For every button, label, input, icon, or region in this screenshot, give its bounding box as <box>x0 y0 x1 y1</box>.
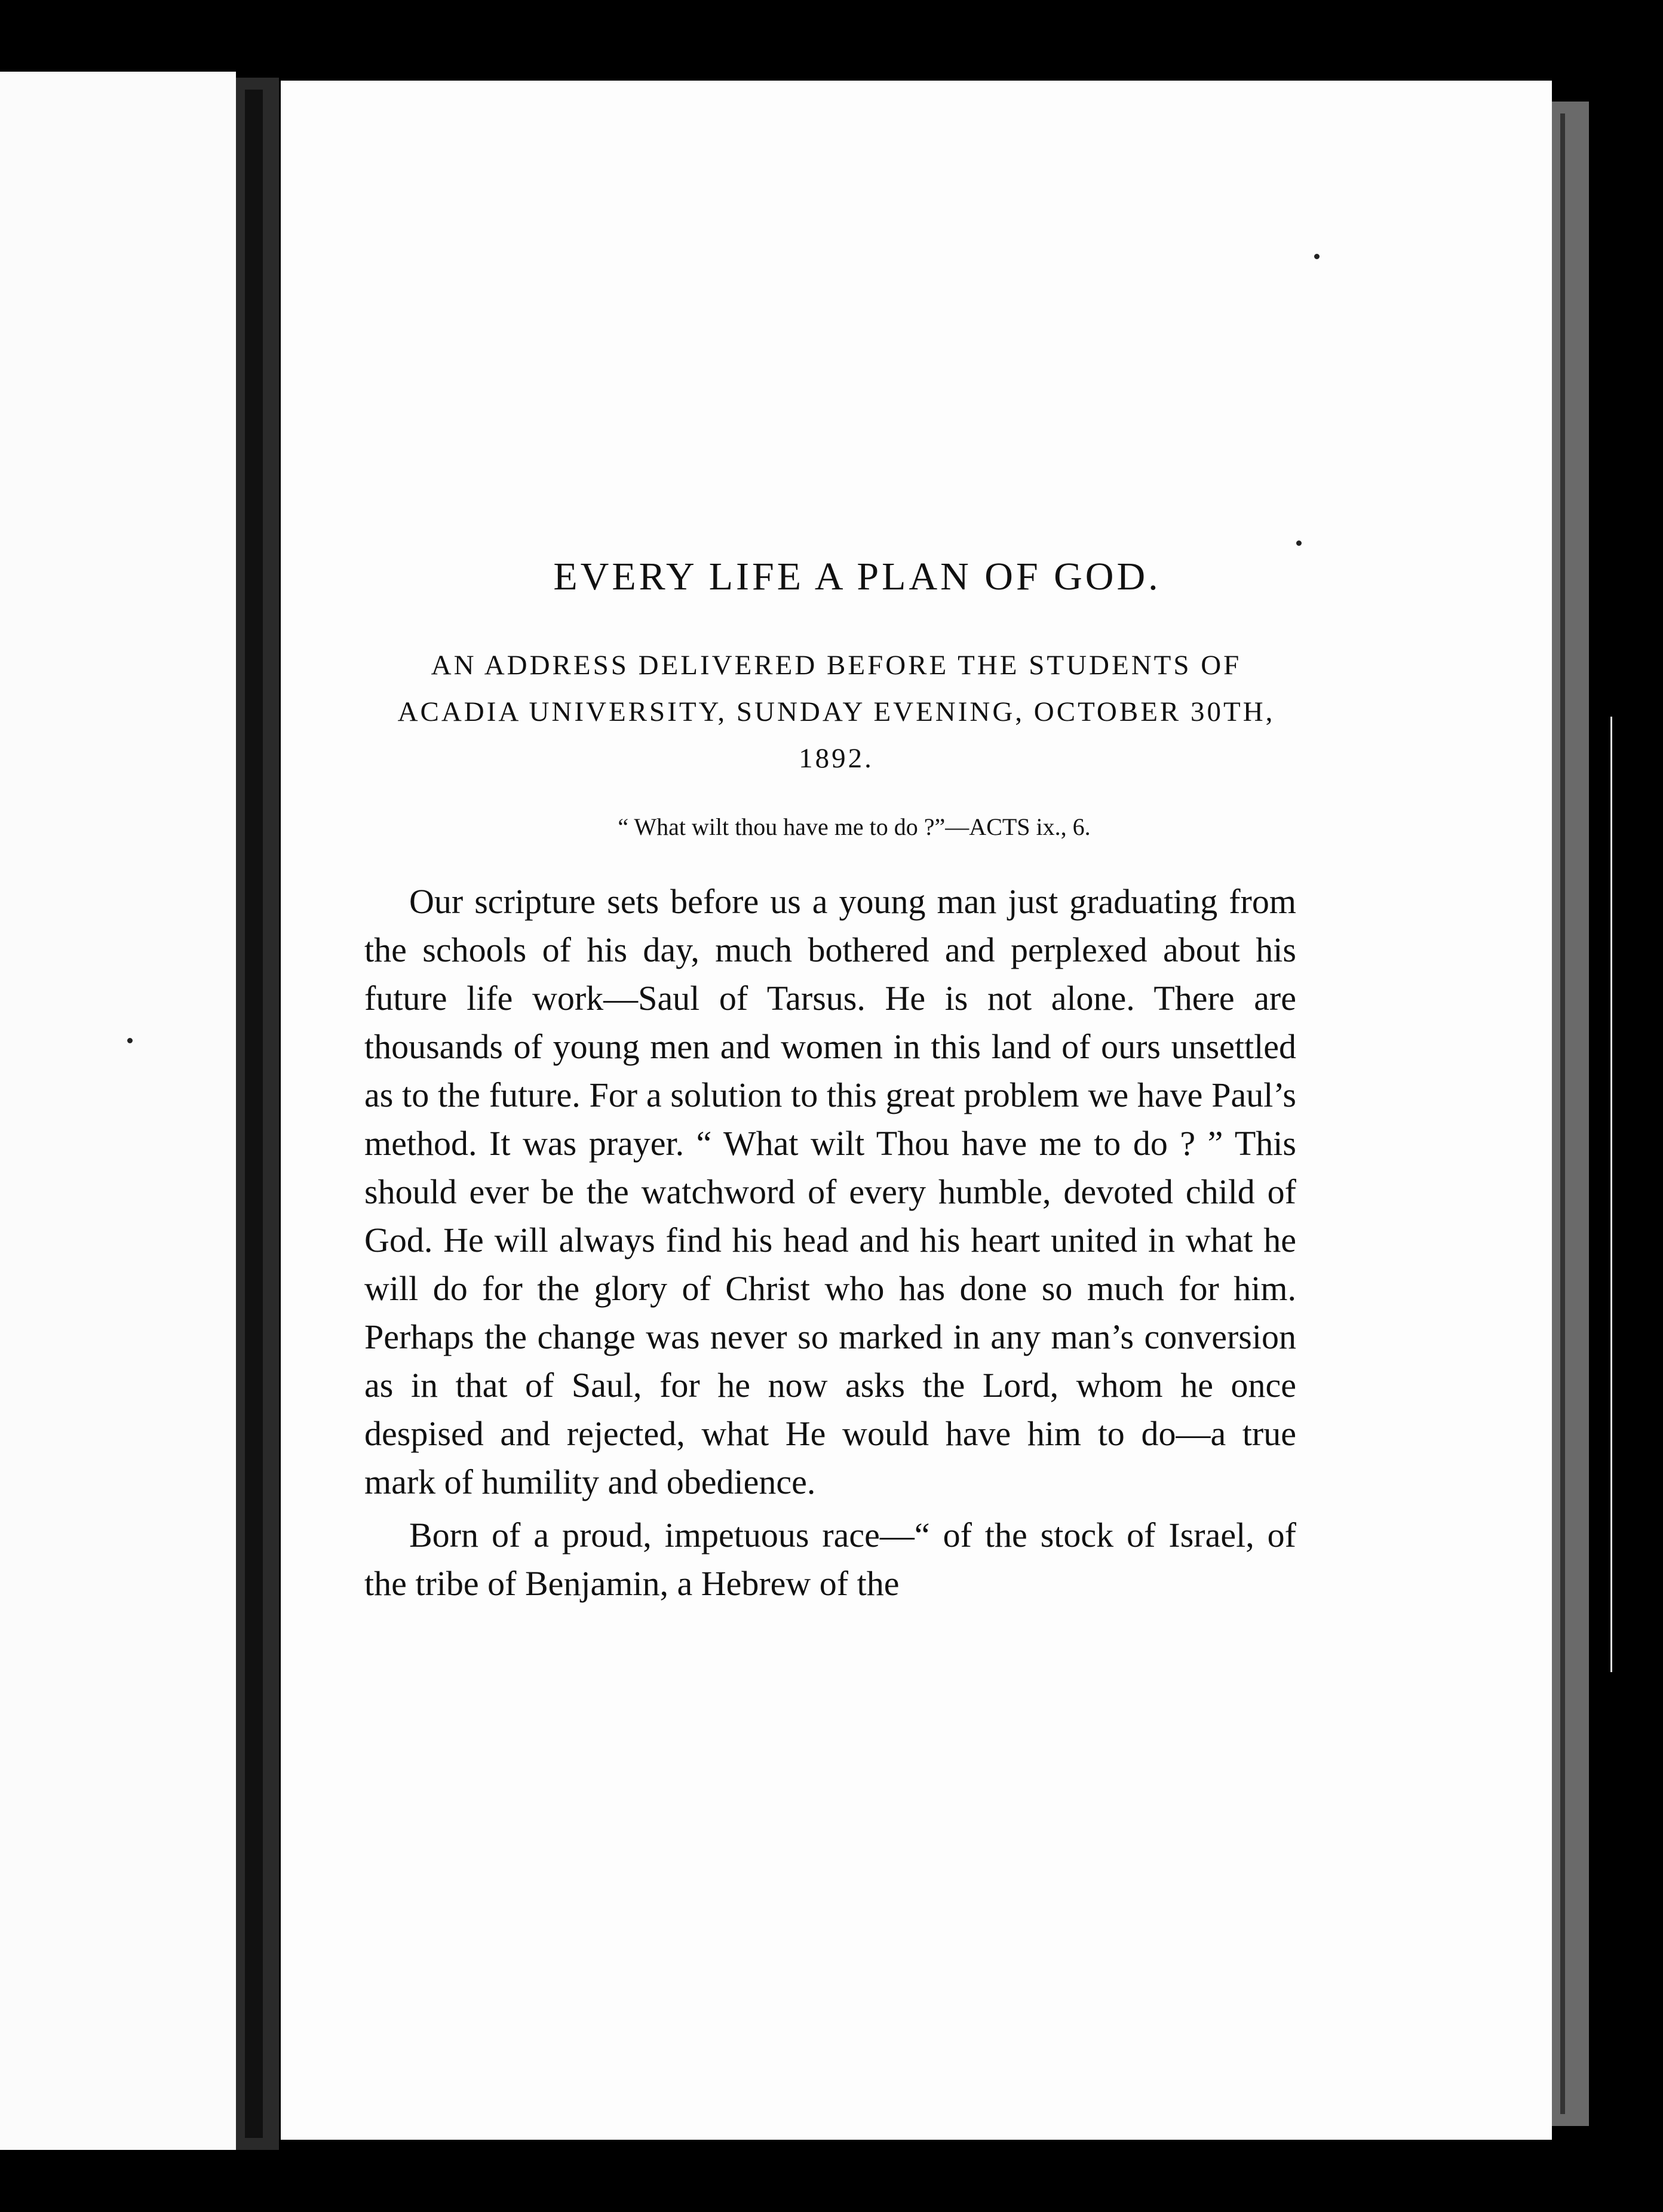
page-stack-line <box>1560 113 1565 2114</box>
body-text <box>364 877 1296 1608</box>
left-page-edge <box>0 72 236 2150</box>
ink-speck <box>1314 254 1320 259</box>
ink-speck <box>127 1038 133 1043</box>
page-stack-edge <box>1552 102 1589 2126</box>
scripture-epigraph: “ What wilt thou have me to do ?”—ACTS ix., 6. <box>618 813 1091 840</box>
paragraph: Born of a proud, impetuous race—“ of the stock of Israel, of the tribe of Benjamin, a Hebrew of the <box>364 1515 1296 1603</box>
address-subtitle: AN ADDRESS DELIVERED BEFORE THE STUDENTS OF ACADIA UNIVERSITY, SUNDAY EVENING, OCTOBER 30TH, 1892. <box>397 649 1275 774</box>
ink-speck <box>1296 540 1302 546</box>
page-title: EVERY LIFE A PLAN OF GOD. <box>553 555 1161 598</box>
book-gutter <box>245 90 263 2138</box>
page-text <box>364 555 1296 1608</box>
scanner-margin <box>1610 717 1612 1672</box>
paragraph: Our scripture sets before us a young man just graduating from the schools of his day, much bothered and perplexed about his future life work—Saul of Tarsus. He is not alone. There are thousands of young men and women in this land of ours unsettled as to the future. For a solution to this great problem we have Paul’s method. It was prayer. “ What wilt Thou have me to do ? ” This should ever be the watchword of every humble, devoted child of God. He will always find his head and his heart united in what he will do for the glory of Christ who has done so much for him. Perhaps the change was never so marked in any man’s conversion as in that of Saul, for he now asks the Lord, whom he once despised and rejected, what He would have him to do—a true mark of humility and obedience. <box>364 881 1296 1501</box>
